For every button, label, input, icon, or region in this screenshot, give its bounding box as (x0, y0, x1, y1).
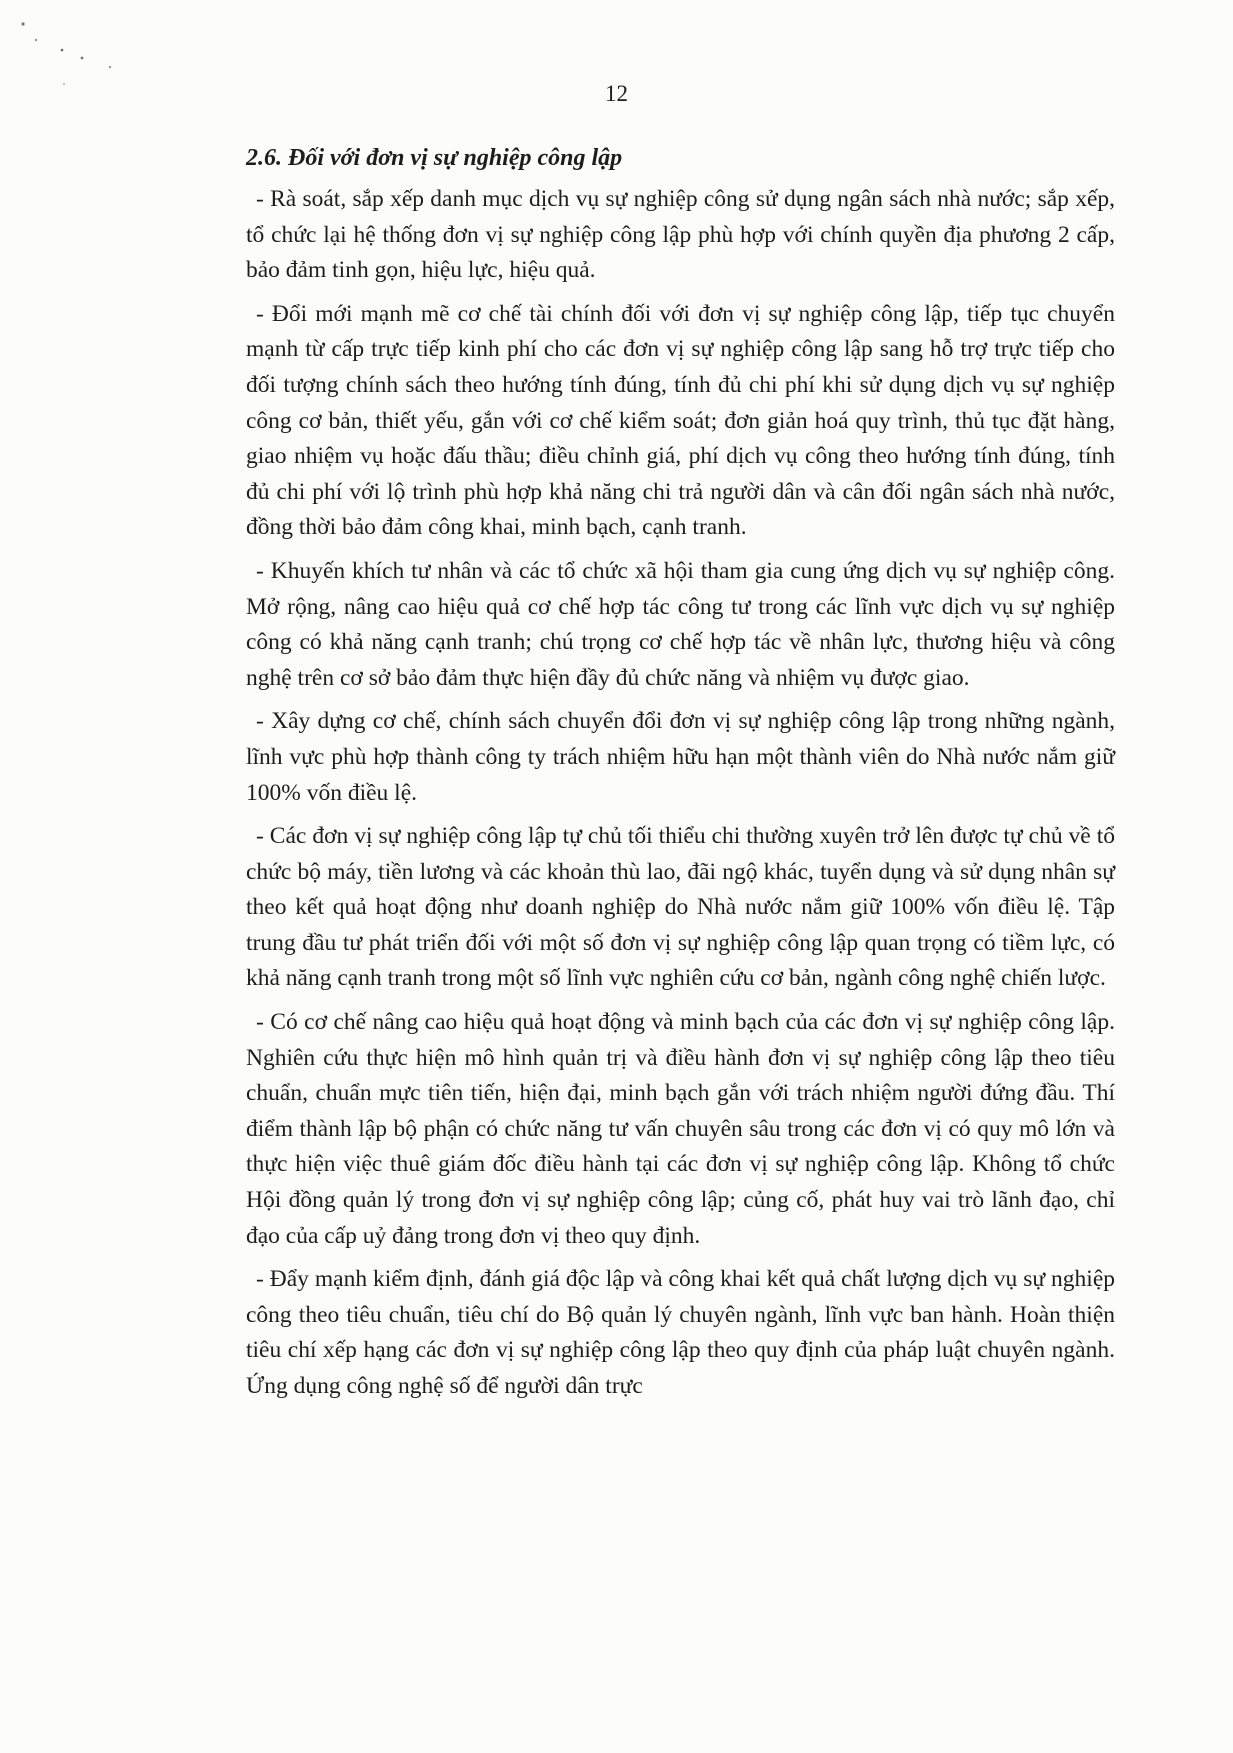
paragraph-quality-assessment: - Đẩy mạnh kiểm định, đánh giá độc lập và công khai kết quả chất lượng dịch vụ sự nghiệp công theo tiêu chuẩn, tiêu chí do Bộ quản lý chuyên ngành, lĩnh vực ban hành. Hoàn thiện tiêu chí xếp hạng các đơn vị sự nghiệp công lập theo quy định của pháp luật chuyên ngành. Ứng dụng công nghệ số để người dân trực (246, 1266, 1115, 1399)
section-heading: 2.6. Đối với đơn vị sự nghiệp công lập (246, 145, 623, 171)
paragraph-conversion-policy: - Xây dựng cơ chế, chính sách chuyển đổi đơn vị sự nghiệp công lập trong những ngành, lĩnh vực phù hợp thành công ty trách nhiệm hữu hạn một thành viên do Nhà nước nắm giữ 100% vốn điều lệ. (246, 708, 1115, 806)
document-body (246, 140, 1115, 1413)
paragraph-private-participation: - Khuyến khích tư nhân và các tổ chức xã hội tham gia cung ứng dịch vụ sự nghiệp công. Mở rộng, nâng cao hiệu quả cơ chế hợp tác công tư trong các lĩnh vực dịch vụ sự nghiệp công có khả năng cạnh tranh; chú trọng cơ chế hợp tác về nhân lực, thương hiệu và công nghệ trên cơ sở bảo đảm thực hiện đầy đủ chức năng và nhiệm vụ được giao. (246, 557, 1115, 691)
paragraph-financial-mechanism: - Đổi mới mạnh mẽ cơ chế tài chính đối với đơn vị sự nghiệp công lập, tiếp tục chuyển mạnh từ cấp trực tiếp kinh phí cho các đơn vị sự nghiệp công lập sang hỗ trợ trực tiếp cho đối tượng chính sách theo hướng tính đúng, tính đủ chi phí khi sử dụng dịch vụ sự nghiệp công cơ bản, thiết yếu, gắn với cơ chế kiểm soát; đơn giản hoá quy trình, thủ tục đặt hàng, giao nhiệm vụ hoặc đấu thầu; điều chỉnh giá, phí dịch vụ công theo hướng tính đúng, tính đủ chi phí với lộ trình phù hợp khả năng chi trả người dân và cân đối ngân sách nhà nước, đồng thời bảo đảm công khai, minh bạch, cạnh tranh. (246, 300, 1115, 541)
paragraph-autonomy: - Các đơn vị sự nghiệp công lập tự chủ tối thiểu chi thường xuyên trở lên được tự chủ về tổ chức bộ máy, tiền lương và các khoản thù lao, đãi ngộ khác, tuyển dụng và sử dụng nhân sự theo kết quả hoạt động như doanh nghiệp do Nhà nước nắm giữ 100% vốn điều lệ. Tập trung đầu tư phát triển đối với một số đơn vị sự nghiệp công lập quan trọng có tiềm lực, có khả năng cạnh tranh trong một số lĩnh vực nghiên cứu cơ bản, ngành công nghệ chiến lược. (246, 823, 1115, 992)
paragraph-governance: - Có cơ chế nâng cao hiệu quả hoạt động và minh bạch của các đơn vị sự nghiệp công lập. Nghiên cứu thực hiện mô hình quản trị và điều hành đơn vị sự nghiệp công lập theo tiêu chuẩn, chuẩn mực tiên tiến, hiện đại, minh bạch gắn với trách nhiệm người đứng đầu. Thí điểm thành lập bộ phận có chức năng tư vấn chuyên sâu trong các đơn vị có quy mô lớn và thực hiện việc thuê giám đốc điều hành tại các đơn vị sự nghiệp công lập. Không tổ chức Hội đồng quản lý trong đơn vị sự nghiệp công lập; củng cố, phát huy vai trò lãnh đạo, chỉ đạo của cấp uỷ đảng trong đơn vị theo quy định. (246, 1009, 1115, 1249)
paragraph-review-service-catalog: - Rà soát, sắp xếp danh mục dịch vụ sự nghiệp công sử dụng ngân sách nhà nước; sắp xếp, tổ chức lại hệ thống đơn vị sự nghiệp công lập phù hợp với chính quyền địa phương 2 cấp, bảo đảm tinh gọn, hiệu lực, hiệu quả. (246, 186, 1115, 284)
page-number: 12 (605, 81, 628, 106)
